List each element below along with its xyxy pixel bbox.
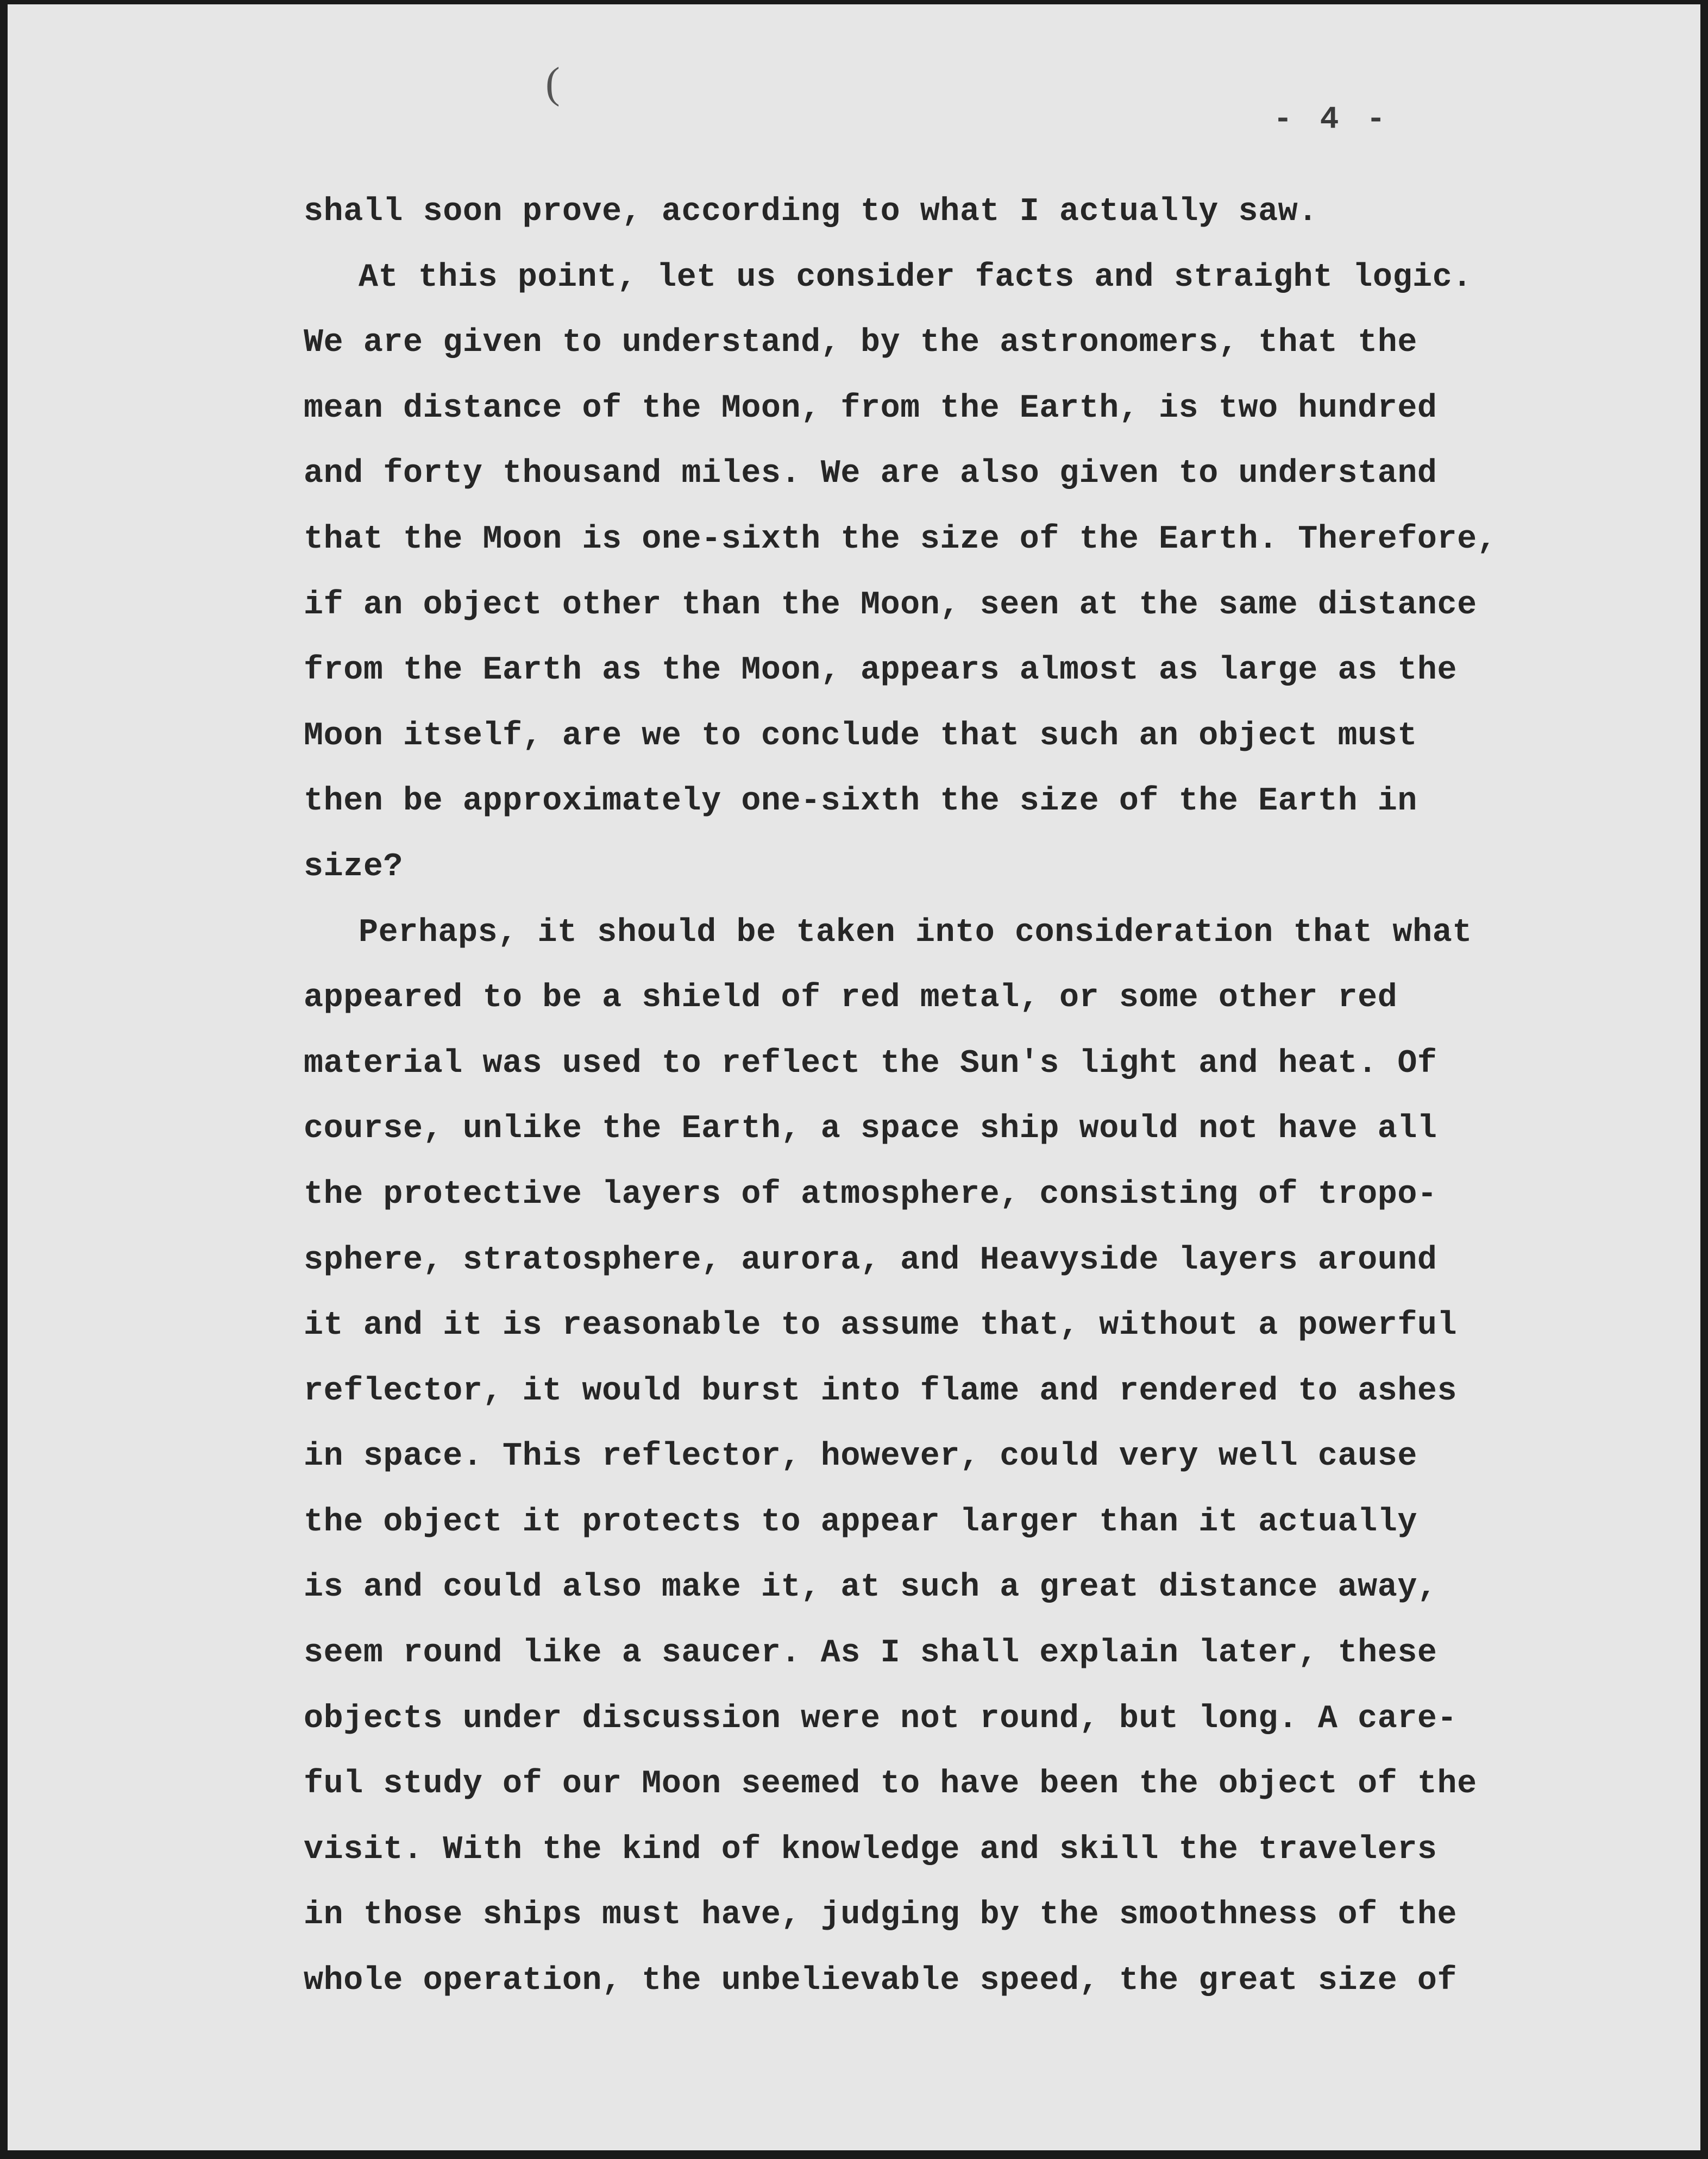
text-line: objects under discussion were not round, but long. A care- — [304, 1700, 1458, 1737]
text-line: the object it protects to appear larger than it actually — [304, 1503, 1417, 1541]
text-line: course, unlike the Earth, a space ship would not have all — [304, 1110, 1437, 1148]
text-line: We are given to understand, by the astronomers, that the — [304, 324, 1417, 362]
text-line: material was used to reflect the Sun's light and heat. Of — [304, 1045, 1437, 1082]
text-line: if an object other than the Moon, seen at the same distance — [304, 586, 1477, 624]
text-line: in space. This reflector, however, could very well cause — [304, 1438, 1417, 1476]
text-line: mean distance of the Moon, from the Earth, is two hundred — [304, 390, 1437, 427]
text-line: visit. With the kind of knowledge and skill the travelers — [304, 1831, 1437, 1868]
text-line: Moon itself, are we to conclude that such an object must — [304, 717, 1417, 755]
text-line: size? — [304, 848, 404, 886]
document-body — [304, 179, 1497, 2014]
text-line: is and could also make it, at such a great distance away, — [304, 1569, 1437, 1606]
text-line: reflector, it would burst into flame and rendered to ashes — [304, 1372, 1458, 1410]
text-line: that the Moon is one-sixth the size of the Earth. Therefore, — [304, 520, 1497, 558]
text-line: it and it is reasonable to assume that, without a powerful — [304, 1307, 1458, 1345]
text-line: then be approximately one-sixth the size of the Earth in — [304, 783, 1417, 820]
page-number: - 4 - — [1273, 102, 1390, 137]
document-page — [8, 4, 1700, 2150]
text-line: the protective layers of atmosphere, consisting of tropo- — [304, 1176, 1437, 1213]
text-line: seem round like a saucer. As I shall explain later, these — [304, 1635, 1437, 1672]
margin-mark: ( — [545, 59, 560, 107]
text-line: sphere, stratosphere, aurora, and Heavyside layers around — [304, 1241, 1437, 1279]
text-line: from the Earth as the Moon, appears almost as large as the — [304, 652, 1458, 689]
text-line: ful study of our Moon seemed to have been the object of the — [304, 1766, 1477, 1803]
text-line: Perhaps, it should be taken into consideration that what — [359, 914, 1472, 951]
text-line: shall soon prove, according to what I actually saw. — [304, 193, 1318, 230]
text-line: in those ships must have, judging by the smoothness of the — [304, 1897, 1458, 1934]
text-line: whole operation, the unbelievable speed, the great size of — [304, 1962, 1458, 2000]
text-line: and forty thousand miles. We are also given to understand — [304, 455, 1437, 493]
text-line: At this point, let us consider facts and straight logic. — [359, 259, 1472, 296]
text-line: appeared to be a shield of red metal, or some other red — [304, 980, 1398, 1017]
